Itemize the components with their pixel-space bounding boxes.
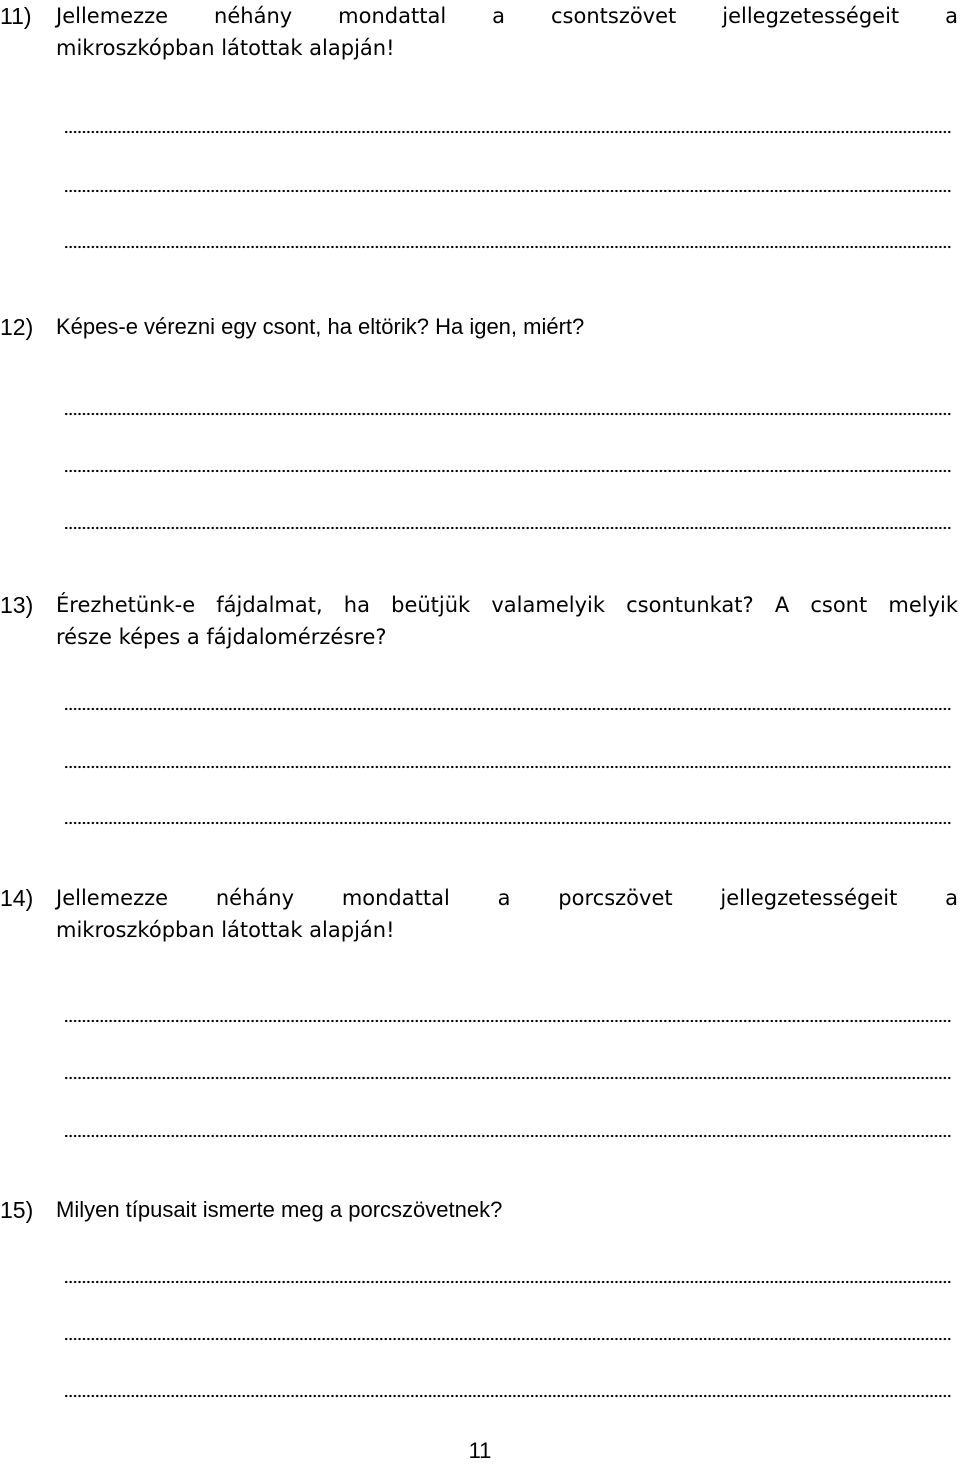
question-text-line-1: Érezhetünk-e fájdalmat, ha beütjük valamelyik csontunkat? A csont melyik: [56, 593, 958, 617]
question-text: Milyen típusait ismerte meg a porcszövetnek?: [56, 1197, 503, 1222]
question-11: [0, 0, 960, 66]
answer-line[interactable]: [64, 765, 951, 769]
question-text-line-2: mikroszkópban látottak alapján!: [56, 918, 395, 942]
question-number: 14): [0, 885, 34, 911]
answer-line[interactable]: [64, 1394, 951, 1398]
answer-line[interactable]: [64, 821, 951, 825]
answer-line[interactable]: [64, 1134, 951, 1138]
question-text: [56, 882, 958, 946]
page-number: 11: [468, 1438, 492, 1463]
answer-line[interactable]: [64, 1076, 951, 1080]
question-text-line-1: Jellemezze néhány mondattal a porcszövet jellegzetességeit a: [56, 886, 958, 910]
question-number: 15): [0, 1197, 34, 1223]
question-number: 13): [0, 592, 34, 618]
question-text: Képes-e vérezni egy csont, ha eltörik? Ha igen, miért?: [56, 314, 585, 339]
answer-line[interactable]: [64, 469, 951, 473]
answer-line[interactable]: [64, 130, 951, 134]
answer-line[interactable]: [64, 1019, 951, 1023]
question-text: [56, 589, 958, 653]
question-text: [56, 0, 958, 64]
answer-line[interactable]: [64, 189, 951, 193]
question-12: [0, 311, 960, 345]
answer-line[interactable]: [64, 1337, 951, 1341]
question-text-line-2: mikroszkópban látottak alapján!: [56, 36, 395, 60]
question-text-line-1: Jellemezze néhány mondattal a csontszövet jellegzetességeit a: [56, 4, 958, 28]
question-text-line-2: része képes a fájdalomérzésre?: [56, 625, 387, 649]
answer-line[interactable]: [64, 526, 951, 530]
question-number: 12): [0, 314, 34, 340]
answer-line[interactable]: [64, 245, 951, 249]
question-number: 11): [0, 3, 32, 29]
answer-line[interactable]: [64, 1280, 951, 1284]
answer-line[interactable]: [64, 412, 951, 416]
question-15: [0, 1194, 960, 1228]
answer-line[interactable]: [64, 707, 951, 711]
question-14: [0, 882, 960, 948]
question-13: [0, 589, 960, 655]
